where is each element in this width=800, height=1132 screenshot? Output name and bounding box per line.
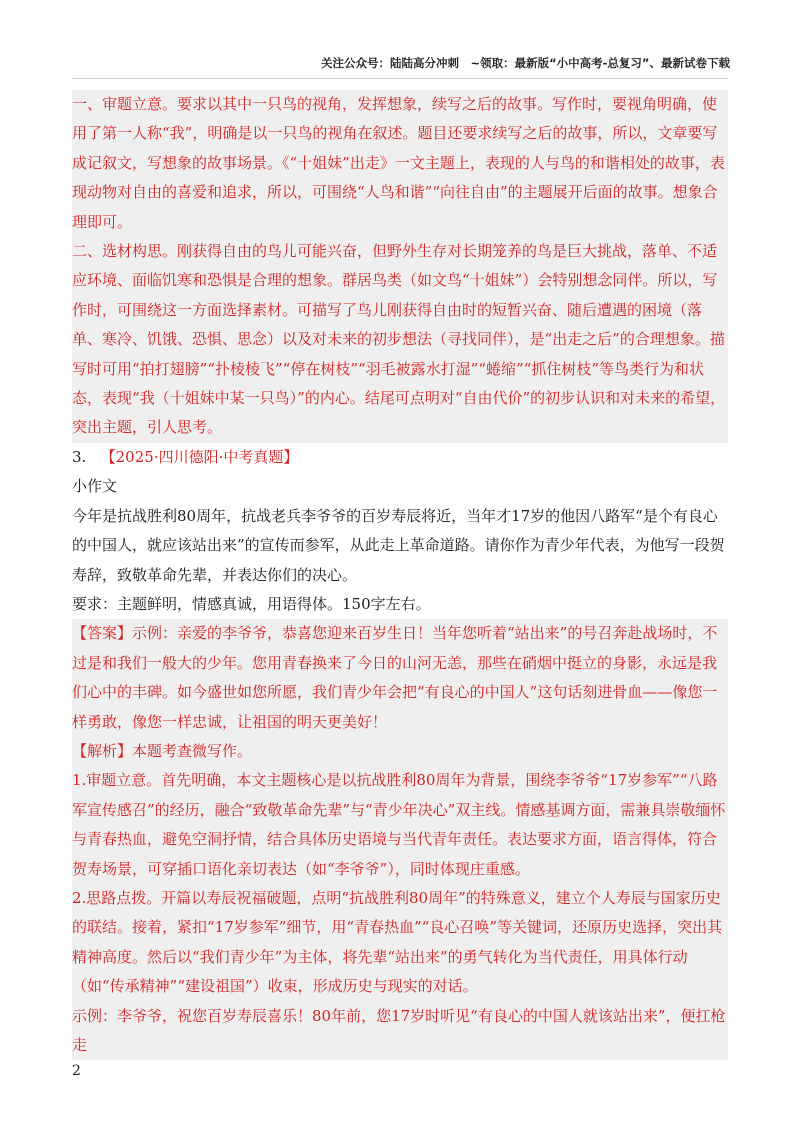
answer-label: 【答案】 xyxy=(72,624,133,643)
question-source: 【2025·四川德阳·中考真题】 xyxy=(100,447,299,466)
header-divider xyxy=(72,78,728,79)
page-number: 2 xyxy=(72,1063,81,1079)
answer-text: 示例：亲爱的李爷爷，恭喜您迎来百岁生日！当年您听着“站出来”的号召奔赴战场时，不过是和我们一般大的少年。您用青春换来了今日的山河无恙，那些在硝烟中挺立的身影，永远是我们心中的丰碑。如今盛世如您所愿，我们青少年会把“有良心的中国人”这句话刻进骨血——像您一样勇敢，像您一样忠诚，让祖国的明天更美好！ xyxy=(72,624,718,731)
analysis-point-2: 二、选材构思。刚获得自由的鸟儿可能兴奋，但野外生存对长期笼养的鸟是巨大挑战，落单、不适应环境、面临饥寒和恐惧是合理的想象。群居鸟类（如文鸟“十姐妹”）会特别想念同伴。所以，写作时，可围绕这一方面选择素材。可描写了鸟儿刚获得自由时的短暂兴奋、随后遭遇的困境（落单、寒冷、饥饿、恐惧、思念）以及对未来的初步想法（寻找同伴），是“出走之后”的合理想象。描写时可用“拍打翅膀”“扑棱棱飞”“停在树枝”“羽毛被露水打湿”“蜷缩”“抓住树枝”等鸟类行为和状态，表现“我（十姐妹中某一只鸟）”的内心。结尾可点明对“自由代价”的初步认识和对未来的希望，突出主题，引人思考。 xyxy=(72,242,726,437)
analysis-label: 【解析】 xyxy=(72,741,133,760)
analysis-point-2-new: 2.思路点拨。开篇以寿辰祝福破题，点明“抗战胜利80周年”的特殊意义，建立个人寿辰与国家历史的联结。接着，紧扣“17岁参军”细节，用“青春热血”“良心召唤”等关键词，还原历史选择，突出其精神高度。然后以“我们青少年”为主体，将先辈“站出来”的勇气转化为当代责任，用具体行动（如“传承精神”“建设祖国”）收束，形成历史与现实的对话。 xyxy=(72,888,723,996)
answer-paragraph xyxy=(72,619,728,737)
page-header: 关注公众号：陆陆高分冲刺 ~领取：最新版“小中高考-总复习”、最新试卷下载 xyxy=(320,56,730,70)
question-heading xyxy=(72,443,728,472)
analysis-point-1-new: 1.审题立意。首先明确，本文主题核心是以抗战胜利80周年为背景，围绕李爷爷“17岁参军”“八路军宣传感召”的经历，融合“致敬革命先辈”与“青少年决心”双主线。情感基调方面，需兼具崇敬缅怀与青春热血，避免空洞抒情，结合具体历史语境与当代青年责任。表达要求方面，语言得体，符合贺寿场景，可穿插口语化亲切表达（如“李爷爷”），同时体现庄重感。 xyxy=(72,771,726,878)
analysis-heading xyxy=(72,737,728,766)
question-requirement: 要求：主题鲜明，情感真诚，用语得体。150字左右。 xyxy=(72,594,431,613)
analysis-example: 示例：李爷爷，祝您百岁寿辰喜乐！80年前，您17岁时听见“有良心的中国人就该站出来”，便扛枪走 xyxy=(72,1006,726,1054)
question-type: 小作文 xyxy=(72,477,118,496)
question-number: 3. xyxy=(72,447,87,466)
analysis-point-1: 一、审题立意。要求以其中一只鸟的视角，发挥想象，续写之后的故事。写作时，要视角明确，使用了第一人称“我”，明确是以一只鸟的视角在叙述。题目还要求续写之后的故事，所以，文章要写成记叙文，写想象的故事场景。《“十姐妹”出走》一文主题上，表现的人与鸟的和谐相处的故事，表现动物对自由的喜爱和追求，所以，可围绕“人鸟和谐”“向往自由”的主题展开后面的故事。想象合理即可。 xyxy=(72,95,725,231)
previous-analysis-block xyxy=(72,90,728,443)
analysis-intro: 本题考查微写作。 xyxy=(132,741,253,760)
answer-analysis-block xyxy=(72,619,728,1060)
question-prompt: 今年是抗战胜利80周年，抗战老兵李爷爷的百岁寿辰将近，当年才17岁的他因八路军“是个有良心的中国人，就应该站出来”的宣传而参军，从此走上革命道路。请你作为青少年代表，为他写一段贺寿辞，致敬革命先辈，并表达你们的决心。 xyxy=(72,506,725,584)
page-content xyxy=(72,90,728,1060)
